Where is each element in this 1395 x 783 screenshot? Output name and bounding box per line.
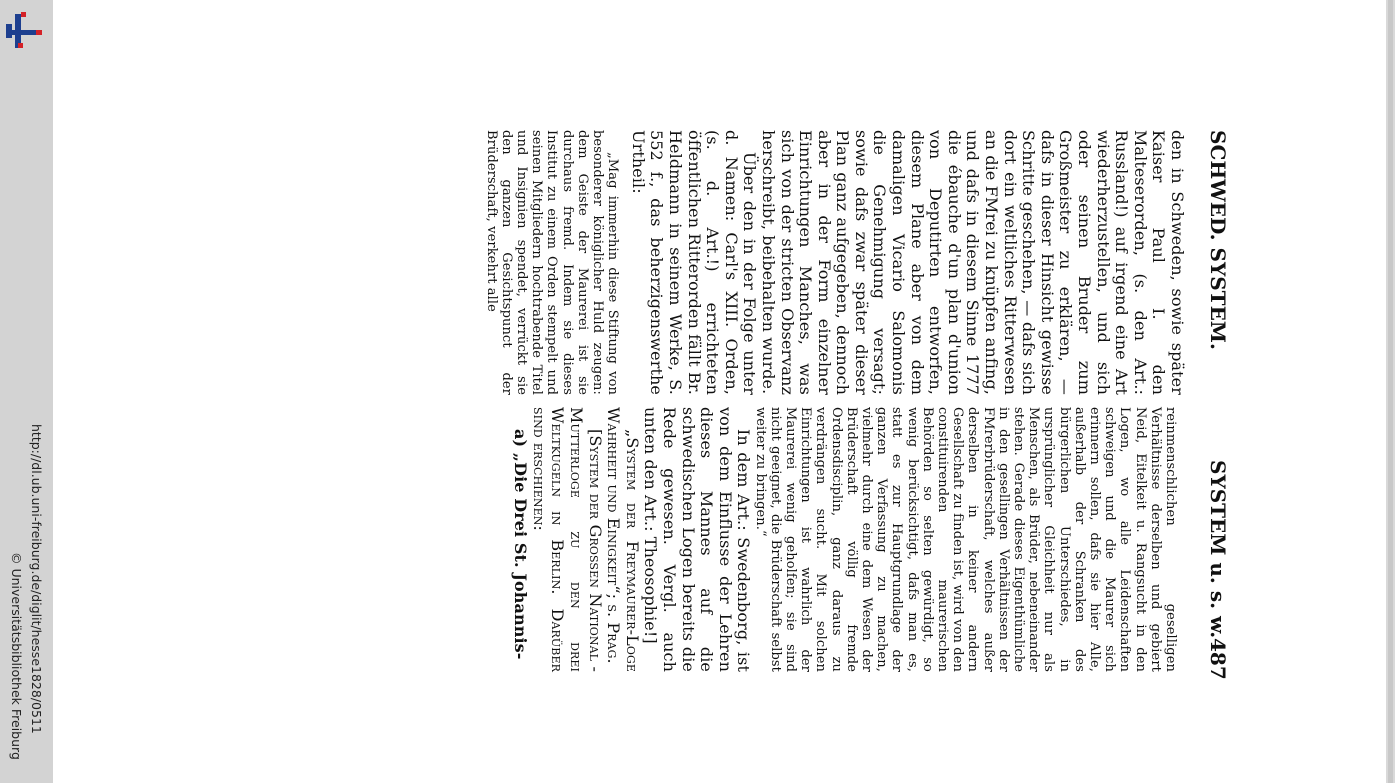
viewer-sidebar <box>0 0 53 783</box>
text-column-right <box>511 407 1186 672</box>
header-right: SYSTEM u. s. w. <box>1206 460 1230 639</box>
paragraph: „System der Freymaurer-Loge Wahrheit und Einigkeit“; s. Prag. <box>604 407 642 672</box>
header-left: SCHWED. SYSTEM. <box>1206 130 1230 350</box>
copyright-notice: © Universitätsbibliothek Freiburg <box>9 552 24 760</box>
vertical-scrollbar[interactable] <box>1386 0 1395 783</box>
page-number: 487 <box>1206 638 1230 680</box>
paragraph: Über den in der Folge unter d. Namen: Carl's XIII. Orden, (s. d. Art.!) errichteten öffentlichen Ritterorden fällt Br. Heldmann in seinem Werke, S. 552 f., das beherzigenswerthe Urtheil: <box>628 130 760 395</box>
paragraph: In dem Art.: Swedenborg, ist von dem Einflusse der Lehren dieses Mannes auf die schwedischen Logen bereits die Rede gewesen. Vergl. auch unten den Art.: Theosophie!] <box>641 407 754 672</box>
scrollbar-thumb[interactable] <box>1388 0 1393 783</box>
list-item: a) „Die Drei St. Johannis- <box>511 429 531 660</box>
paragraph: [System der Grossen National - Mutterloge zu den drei Weltkugeln in Berlin. Darüber sind erschienen: <box>529 407 605 672</box>
quotation: „Mag immerhin diese Stiftung von besonderer königlicher Huld zeugen: dem Geiste der Maurerei ist sie durchaus fremd. Indem sie dieses Institut zu einem Orden stempelt und seinen Mitgliedern hochtrabende Titel und Insignien spendet, verrückt sie den ganzen Gesichtspunct der Brüderschaft, verkehrt alle <box>483 130 621 395</box>
document-url[interactable]: http://dl.ub.uni-freiburg.de/diglit/hesse1828/0511 <box>29 424 44 734</box>
quotation-continued: reinmenschlichen geselligen Verhältnisse derselben und gebiert Neid, Eitelkeit u. Rangsucht in den Logen, wo alle Leidenschaften schweigen und die Maurer sich erinnern sollen, dafs sie hier Alle, außerhalb der Schranken des bürgerlichen Unterschiedes, in ursprünglicher Gleichheit nur als Menschen, als Brüder, nebeneinander stehen. Gerade dieses Eigenthümliche in den gesellingen Verhältnissen der FMrerbrüderschaft, welches außer derselben in keiner andern Gesellschaft zu finden ist, wird von den constituirenden maurerischen Behörden so selten gewürdigt, so wenig berücksichtigt, dafs man es, statt es zur Hauptgrundlage der ganzen Verfassung zu machen, vielmehr durch eine dem Wesen der Brüderschaft völlig fremde Ordensdisciplin, ganz daraus zu verdrängen sucht. Mit solchen Einrichtungen ist wahrlich der Maurerei wenig geholfen; sie sind nicht geeignet, die Brüderschaft selbst weiter zu bringen.“ <box>752 407 1178 672</box>
text-column-left <box>483 130 1186 395</box>
running-header <box>1200 130 1230 690</box>
paragraph: den in Schweden, sowie später Kaiser Paul I. den Malteserorden, (s. den Art.: Russland!) auf irgend eine Art wiederherzustellen, und sich oder seinen Bruder zum Großmeister zu erklären, — dafs in dieser Hinsicht gewisse Schritte geschehen, — dafs sich dort ein weltliches Ritterwesen an die FMrei zu knüpfen anfing, und dafs in diesem Sinne 1777 die ébauche d'un plan d'union von Deputirten entworfen, diesem Plane aber von dem damaligen Vicario Salomonis die Genehmigung versagt; sowie dafs zwar später dieser Plan ganz aufgegeben, dennoch aber in der Form einzelner Einrichtungen Manches, was sich von der stricten Observanz herschreibt, beibehalten wurde. <box>758 130 1187 395</box>
scanned-page <box>190 130 1230 690</box>
library-logo-icon[interactable] <box>4 10 44 50</box>
